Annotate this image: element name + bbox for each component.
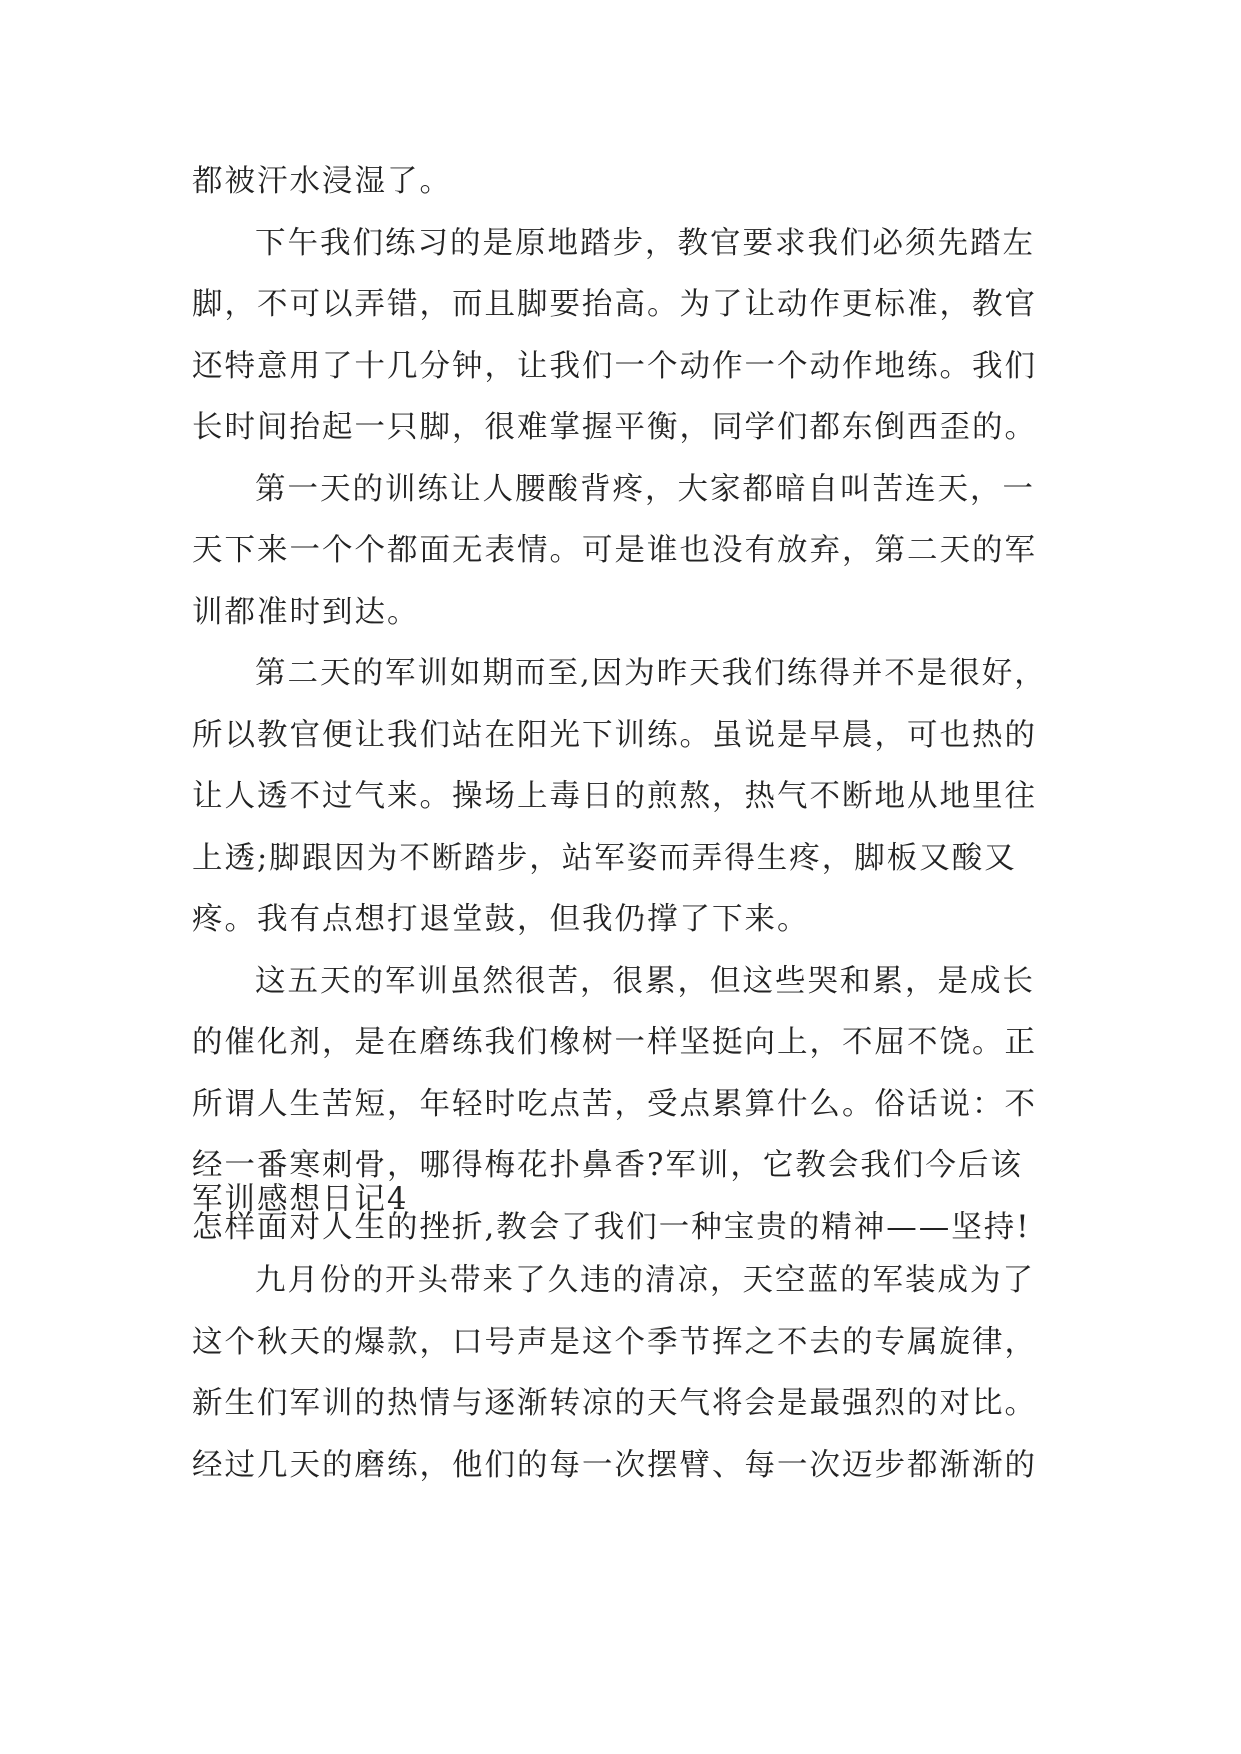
section-heading: 军训感想日记4 [192, 1182, 409, 1217]
text-line: 所以教官便让我们站在阳光下训练。虽说是早晨，可也热的 [192, 717, 1037, 753]
text-line: 天下来一个个都面无表情。可是谁也没有放弃，第二天的军 [192, 533, 1037, 568]
text-line: 都被汗水浸湿了。 [192, 164, 452, 199]
text-line: 长时间抬起一只脚，很难掌握平衡，同学们都东倒西歪的。 [192, 410, 1037, 445]
text-line: 疼。我有点想打退堂鼓，但我仍撑了下来。 [192, 902, 810, 937]
text-line: 新生们军训的热情与逐渐转凉的天气将会是最强烈的对比。 [192, 1386, 1037, 1421]
text-line: 上透;脚跟因为不断踏步，站军姿而弄得生疼，脚板又酸又 [192, 840, 1017, 876]
text-line: 还特意用了十几分钟，让我们一个动作一个动作地练。我们 [192, 348, 1037, 384]
paragraph-first-line: 九月份的开头带来了久违的清凉，天空蓝的军装成为了 [255, 1263, 1035, 1298]
text-line: 这个秋天的爆款，口号声是这个季节挥之不去的专属旋律， [192, 1324, 1037, 1360]
paragraph-first-line: 这五天的军训虽然很苦，很累，但这些哭和累，是成长 [255, 963, 1035, 999]
body-text-section-2 [192, 1250, 1072, 1496]
paragraph-first-line: 下午我们练习的是原地踏步，教官要求我们必须先踏左 [255, 225, 1035, 261]
text-line: 所谓人生苦短，年轻时吃点苦，受点累算什么。俗话说：不 [192, 1086, 1037, 1122]
text-line: 脚，不可以弄错，而且脚要抬高。为了让动作更标准，教官 [192, 287, 1037, 322]
paragraph-first-line: 第一天的训练让人腰酸背疼，大家都暗自叫苦连天，一 [255, 471, 1035, 507]
text-line: 怎样面对人生的挫折,教会了我们一种宝贵的精神——坚持! [192, 1209, 1031, 1245]
paragraph-first-line: 第二天的军训如期而至,因为昨天我们练得并不是很好， [255, 656, 1047, 691]
text-line: 的催化剂，是在磨练我们橡树一样坚挺向上，不屈不饶。正 [192, 1025, 1037, 1060]
text-line: 经一番寒刺骨，哪得梅花扑鼻香?军训，它教会我们今后该 [192, 1148, 1023, 1183]
text-line: 让人透不过气来。操场上毒日的煎熬，热气不断地从地里往 [192, 779, 1037, 814]
body-text-section-1 [192, 151, 1072, 1258]
text-line: 经过几天的磨练，他们的每一次摆臂、每一次迈步都渐渐的 [192, 1447, 1037, 1483]
text-line: 训都准时到达。 [192, 594, 420, 630]
